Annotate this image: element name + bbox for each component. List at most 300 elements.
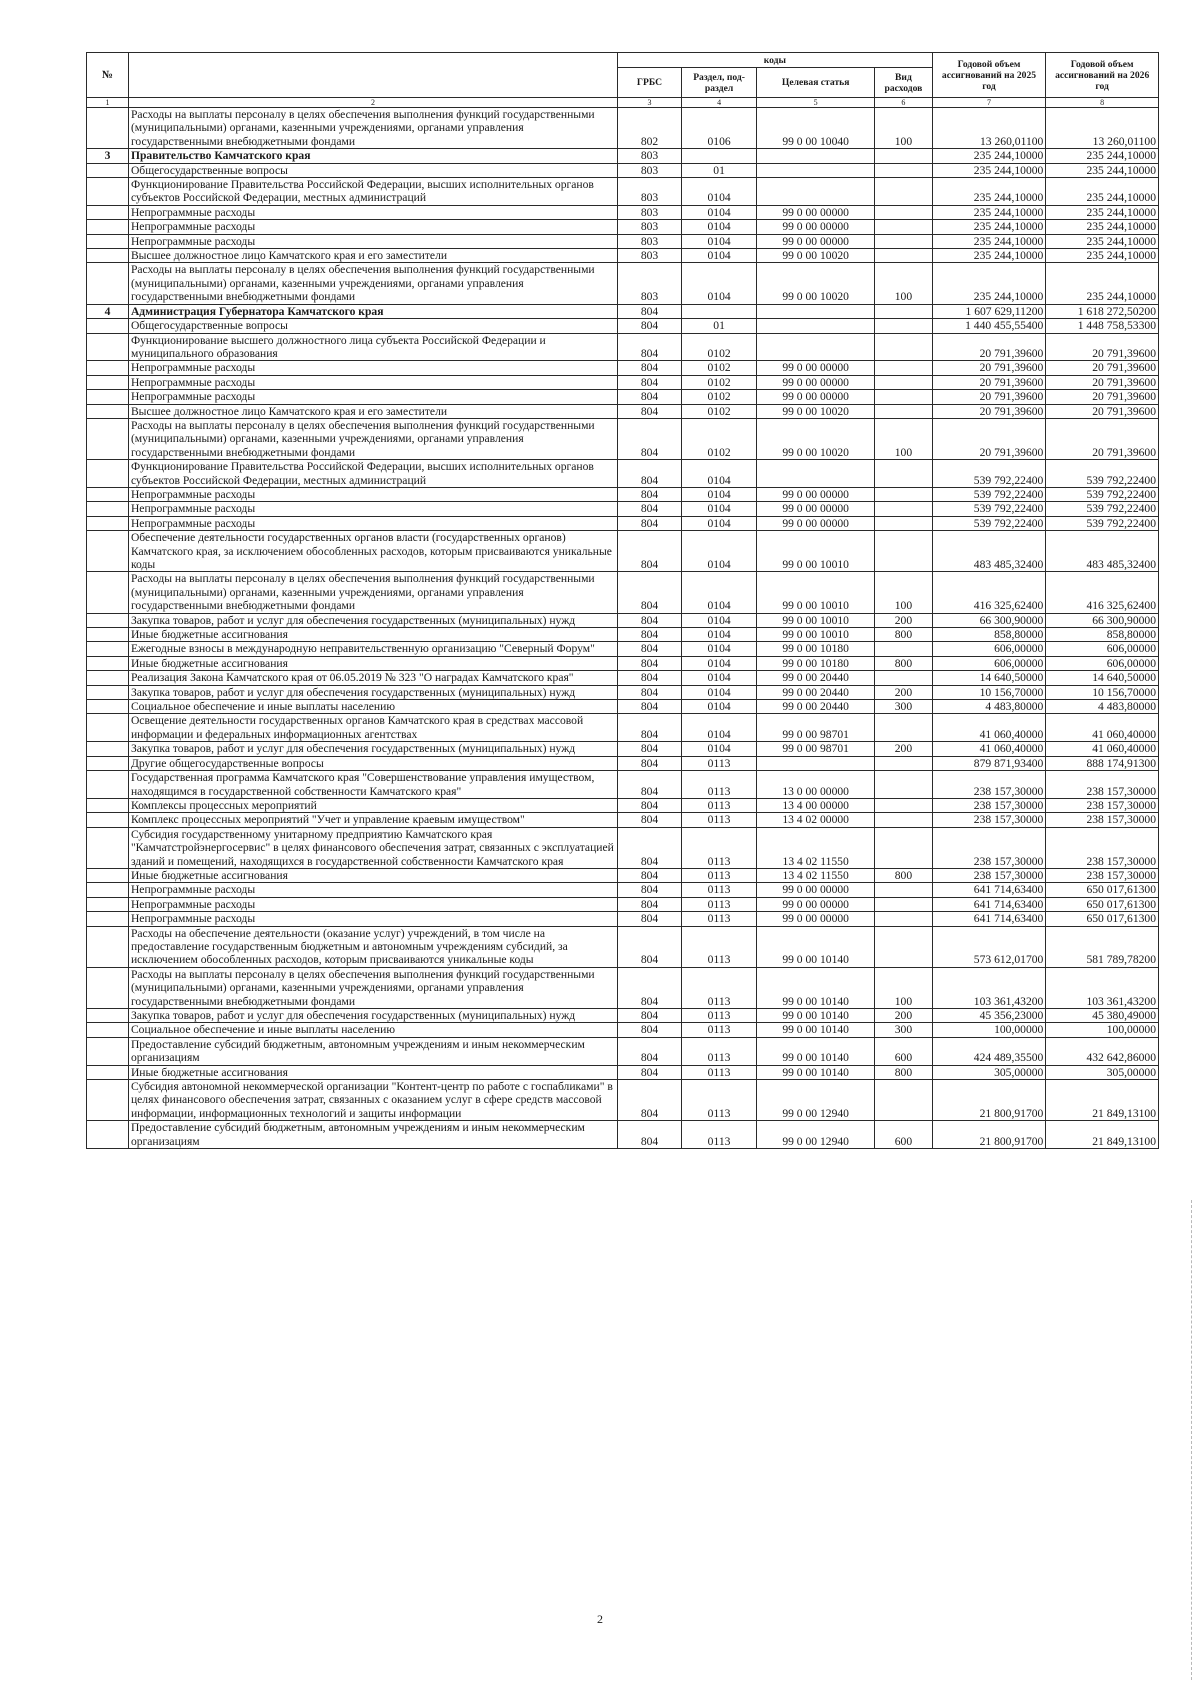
table-row [87,1037,1159,1065]
amount-2026-cell: 238 157,30000 [1046,868,1159,882]
table-row [87,516,1159,530]
amount-2026-cell: 41 060,40000 [1046,714,1159,742]
target-item-cell [757,460,875,488]
column-number: 6 [875,98,932,108]
row-number-cell [87,375,129,389]
expense-type-cell: 600 [875,1121,932,1149]
table-row [87,220,1159,234]
expense-type-cell [875,205,932,219]
expense-name-cell: Непрограммные расходы [128,502,617,516]
table-row [87,108,1159,149]
amount-2025-cell: 66 300,90000 [932,613,1046,627]
section-code-cell: 0113 [682,827,757,868]
target-item-cell: 99 0 00 00000 [757,516,875,530]
amount-2025-cell: 238 157,30000 [932,771,1046,799]
expense-name-cell: Другие общегосударственные вопросы [128,756,617,770]
section-code-cell: 0113 [682,967,757,1008]
amount-2026-cell: 4 483,80000 [1046,700,1159,714]
row-number-cell [87,1037,129,1065]
amount-2025-cell: 858,80000 [932,628,1046,642]
expense-name-cell: Расходы на выплаты персоналу в целях обеспечения выполнения функций государственными (муниципальными) органами, казенными учреждениями, органами управления государственными внебюджетными фондами [128,263,617,304]
section-code-cell: 0104 [682,714,757,742]
section-code-cell: 0104 [682,502,757,516]
expense-type-cell [875,390,932,404]
expense-type-cell [875,531,932,572]
target-item-cell: 99 0 00 00000 [757,390,875,404]
amount-2025-cell: 641 714,63400 [932,897,1046,911]
table-row [87,1065,1159,1079]
expense-type-cell: 800 [875,628,932,642]
amount-2025-cell: 235 244,10000 [932,163,1046,177]
amount-2026-cell: 238 157,30000 [1046,813,1159,827]
target-item-cell: 99 0 00 10140 [757,1065,875,1079]
scan-edge-line [1191,1200,1192,1680]
row-number-cell: 4 [87,304,129,318]
row-number-cell [87,163,129,177]
row-number-cell [87,714,129,742]
amount-2026-cell: 1 618 272,50200 [1046,304,1159,318]
expense-name-cell: Предоставление субсидий бюджетным, автономным учреждениям и иным некоммерческим организациям [128,1037,617,1065]
expense-type-cell [875,516,932,530]
amount-2025-cell: 1 607 629,11200 [932,304,1046,318]
row-number-cell [87,418,129,459]
target-item-cell: 99 0 00 20440 [757,671,875,685]
expense-name-cell: Иные бюджетные ассигнования [128,628,617,642]
section-code-cell: 0104 [682,685,757,699]
section-code-cell: 01 [682,163,757,177]
expense-type-cell: 100 [875,967,932,1008]
target-item-cell: 99 0 00 00000 [757,502,875,516]
expense-type-cell [875,249,932,263]
expense-type-cell: 100 [875,418,932,459]
section-code-cell: 0113 [682,1023,757,1037]
row-number-cell [87,813,129,827]
expense-name-cell: Функционирование Правительства Российской Федерации, высших исполнительных органов субъектов Российской Федерации, местных администраций [128,460,617,488]
amount-2025-cell: 235 244,10000 [932,205,1046,219]
expense-type-cell [875,756,932,770]
section-code-cell: 01 [682,319,757,333]
section-code-cell: 0104 [682,263,757,304]
table-row [87,163,1159,177]
section-code-cell: 0113 [682,1080,757,1121]
amount-2026-cell: 483 485,32400 [1046,531,1159,572]
amount-2026-cell: 606,00000 [1046,642,1159,656]
amount-2025-cell: 1 440 455,55400 [932,319,1046,333]
expense-name-cell: Закупка товаров, работ и услуг для обеспечения государственных (муниципальных) нужд [128,613,617,627]
grbs-code-cell: 804 [618,361,682,375]
amount-2026-cell: 45 380,49000 [1046,1009,1159,1023]
expense-type-cell [875,178,932,206]
expense-name-cell: Непрограммные расходы [128,897,617,911]
row-number-cell [87,967,129,1008]
target-item-cell [757,319,875,333]
amount-2026-cell: 13 260,01100 [1046,108,1159,149]
grbs-code-cell: 804 [618,685,682,699]
amount-2026-cell: 20 791,39600 [1046,418,1159,459]
amount-2025-cell: 539 792,22400 [932,516,1046,530]
expense-name-cell: Непрограммные расходы [128,234,617,248]
expense-type-cell [875,502,932,516]
amount-2025-cell: 41 060,40000 [932,714,1046,742]
amount-2026-cell: 21 849,13100 [1046,1080,1159,1121]
amount-2026-cell: 41 060,40000 [1046,742,1159,756]
expense-type-cell [875,798,932,812]
grbs-code-cell: 804 [618,487,682,501]
amount-2025-cell: 573 612,01700 [932,926,1046,967]
grbs-code-cell: 804 [618,813,682,827]
amount-2025-cell: 305,00000 [932,1065,1046,1079]
target-item-cell: 99 0 00 98701 [757,714,875,742]
expense-name-cell: Расходы на выплаты персоналу в целях обеспечения выполнения функций государственными (муниципальными) органами, казенными учреждениями, органами управления государственными внебюджетными фондами [128,572,617,613]
section-code-cell: 0104 [682,642,757,656]
grbs-code-cell: 804 [618,868,682,882]
table-row [87,1121,1159,1149]
amount-2025-cell: 424 489,35500 [932,1037,1046,1065]
expense-type-cell [875,897,932,911]
amount-2025-cell: 483 485,32400 [932,531,1046,572]
amount-2025-cell: 20 791,39600 [932,390,1046,404]
table-row [87,813,1159,827]
grbs-code-cell: 804 [618,912,682,926]
section-code-cell: 0102 [682,390,757,404]
row-number-cell [87,685,129,699]
section-code-cell: 0113 [682,756,757,770]
expense-name-cell: Непрограммные расходы [128,516,617,530]
section-code-cell: 0104 [682,656,757,670]
section-code-cell: 0104 [682,700,757,714]
target-item-cell: 99 0 00 10020 [757,404,875,418]
section-code-cell: 0113 [682,897,757,911]
grbs-code-cell: 804 [618,1037,682,1065]
header-target: Целевая статья [757,68,875,98]
expense-name-cell: Предоставление субсидий бюджетным, автономным учреждениям и иным некоммерческим организациям [128,1121,617,1149]
section-code-cell: 0104 [682,460,757,488]
target-item-cell: 99 0 00 10180 [757,642,875,656]
amount-2026-cell: 20 791,39600 [1046,404,1159,418]
expense-name-cell: Иные бюджетные ассигнования [128,656,617,670]
expense-type-cell [875,714,932,742]
expense-type-cell [875,926,932,967]
row-number-cell [87,263,129,304]
target-item-cell: 99 0 00 20440 [757,700,875,714]
expense-name-cell: Субсидия государственному унитарному предприятию Камчатского края "Камчатстройэнергосервис" в целях финансового обеспечения затрат, связанных с эксплуатацией зданий и помещений, находящихся в государственной собственности Камчатского края [128,827,617,868]
amount-2026-cell: 235 244,10000 [1046,205,1159,219]
header-name [128,53,617,98]
amount-2026-cell: 539 792,22400 [1046,460,1159,488]
target-item-cell: 99 0 00 10020 [757,263,875,304]
row-number-cell [87,1065,129,1079]
grbs-code-cell: 803 [618,234,682,248]
amount-2026-cell: 581 789,78200 [1046,926,1159,967]
grbs-code-cell: 804 [618,926,682,967]
table-row [87,319,1159,333]
row-number-cell [87,220,129,234]
section-code-cell: 0113 [682,883,757,897]
row-number-cell [87,613,129,627]
amount-2026-cell: 305,00000 [1046,1065,1159,1079]
amount-2025-cell: 103 361,43200 [932,967,1046,1008]
expense-name-cell: Непрограммные расходы [128,361,617,375]
amount-2025-cell: 21 800,91700 [932,1080,1046,1121]
target-item-cell: 99 0 00 00000 [757,897,875,911]
row-number-cell [87,487,129,501]
expense-type-cell [875,361,932,375]
table-row [87,460,1159,488]
expense-name-cell: Непрограммные расходы [128,390,617,404]
amount-2025-cell: 606,00000 [932,656,1046,670]
column-number: 2 [128,98,617,108]
amount-2026-cell: 539 792,22400 [1046,487,1159,501]
header-codes: коды [618,53,933,68]
grbs-code-cell: 803 [618,163,682,177]
section-code-cell: 0106 [682,108,757,149]
table-row [87,1023,1159,1037]
amount-2026-cell: 650 017,61300 [1046,897,1159,911]
grbs-code-cell: 803 [618,205,682,219]
expense-type-cell: 800 [875,1065,932,1079]
amount-2025-cell: 238 157,30000 [932,827,1046,868]
target-item-cell: 99 0 00 10010 [757,531,875,572]
row-number-cell [87,897,129,911]
target-item-cell: 99 0 00 10180 [757,656,875,670]
target-item-cell [757,163,875,177]
expense-name-cell: Непрограммные расходы [128,912,617,926]
grbs-code-cell: 804 [618,756,682,770]
amount-2026-cell: 14 640,50000 [1046,671,1159,685]
expense-name-cell: Высшее должностное лицо Камчатского края и его заместители [128,404,617,418]
expense-name-cell: Социальное обеспечение и иные выплаты населению [128,1023,617,1037]
grbs-code-cell: 804 [618,1121,682,1149]
row-number-cell [87,1080,129,1121]
amount-2026-cell: 432 642,86000 [1046,1037,1159,1065]
target-item-cell: 99 0 00 10020 [757,249,875,263]
row-number-cell [87,756,129,770]
grbs-code-cell: 804 [618,1009,682,1023]
grbs-code-cell: 804 [618,390,682,404]
section-code-cell: 0104 [682,487,757,501]
section-code-cell: 0113 [682,1121,757,1149]
section-code-cell: 0104 [682,249,757,263]
row-number-cell [87,319,129,333]
amount-2025-cell: 13 260,01100 [932,108,1046,149]
target-item-cell: 99 0 00 00000 [757,205,875,219]
amount-2026-cell: 650 017,61300 [1046,912,1159,926]
expense-type-cell: 100 [875,572,932,613]
amount-2025-cell: 41 060,40000 [932,742,1046,756]
target-item-cell [757,149,875,163]
column-number: 8 [1046,98,1159,108]
expense-type-cell [875,813,932,827]
table-row [87,487,1159,501]
grbs-code-cell: 804 [618,656,682,670]
target-item-cell: 99 0 00 12940 [757,1121,875,1149]
amount-2025-cell: 606,00000 [932,642,1046,656]
expense-type-cell [875,304,932,318]
amount-2026-cell: 539 792,22400 [1046,502,1159,516]
row-number-cell [87,249,129,263]
amount-2025-cell: 100,00000 [932,1023,1046,1037]
amount-2025-cell: 20 791,39600 [932,361,1046,375]
grbs-code-cell: 804 [618,418,682,459]
expense-type-cell [875,319,932,333]
target-item-cell: 99 0 00 10040 [757,108,875,149]
grbs-code-cell: 803 [618,263,682,304]
table-row [87,572,1159,613]
row-number-cell [87,628,129,642]
amount-2026-cell: 20 791,39600 [1046,361,1159,375]
expense-type-cell [875,220,932,234]
grbs-code-cell: 804 [618,967,682,1008]
grbs-code-cell: 804 [618,333,682,361]
section-code-cell: 0113 [682,771,757,799]
row-number-cell [87,742,129,756]
amount-2026-cell: 235 244,10000 [1046,249,1159,263]
section-code-cell: 0113 [682,813,757,827]
expense-name-cell: Расходы на обеспечение деятельности (оказание услуг) учреждений, в том числе на предоставление государственным бюджетным и автономным учреждениям субсидий, за исключением обособленных расходов, которым присваиваются уникальные коды [128,926,617,967]
column-number: 5 [757,98,875,108]
amount-2025-cell: 20 791,39600 [932,418,1046,459]
grbs-code-cell: 804 [618,897,682,911]
amount-2026-cell: 235 244,10000 [1046,178,1159,206]
expense-name-cell: Общегосударственные вопросы [128,163,617,177]
section-code-cell: 0104 [682,234,757,248]
row-number-cell [87,926,129,967]
grbs-code-cell: 804 [618,671,682,685]
row-number-cell [87,178,129,206]
target-item-cell: 99 0 00 10020 [757,418,875,459]
grbs-code-cell: 804 [618,460,682,488]
amount-2026-cell: 650 017,61300 [1046,883,1159,897]
expense-type-cell: 100 [875,108,932,149]
grbs-code-cell: 804 [618,613,682,627]
expense-type-cell [875,163,932,177]
grbs-code-cell: 804 [618,714,682,742]
amount-2025-cell: 20 791,39600 [932,333,1046,361]
target-item-cell: 99 0 00 98701 [757,742,875,756]
section-code-cell: 0113 [682,912,757,926]
grbs-code-cell: 804 [618,883,682,897]
table-row [87,418,1159,459]
row-number-cell [87,912,129,926]
target-item-cell: 13 4 00 00000 [757,798,875,812]
amount-2026-cell: 103 361,43200 [1046,967,1159,1008]
grbs-code-cell: 802 [618,108,682,149]
amount-2026-cell: 100,00000 [1046,1023,1159,1037]
table-row [87,333,1159,361]
expense-name-cell: Правительство Камчатского края [128,149,617,163]
table-row [87,685,1159,699]
table-row [87,263,1159,304]
grbs-code-cell: 803 [618,149,682,163]
amount-2025-cell: 235 244,10000 [932,234,1046,248]
amount-2026-cell: 238 157,30000 [1046,798,1159,812]
amount-2025-cell: 641 714,63400 [932,912,1046,926]
amount-2026-cell: 238 157,30000 [1046,827,1159,868]
amount-2025-cell: 14 640,50000 [932,671,1046,685]
expense-name-cell: Комплекс процессных мероприятий "Учет и управление краевым имуществом" [128,813,617,827]
target-item-cell: 99 0 00 10010 [757,613,875,627]
expense-name-cell: Обеспечение деятельности государственных органов власти (государственных органов) Камчатского края, за исключением обособленных расходов, которым присваиваются уникальные коды [128,531,617,572]
expense-type-cell [875,827,932,868]
target-item-cell [757,178,875,206]
column-number: 7 [932,98,1046,108]
target-item-cell: 99 0 00 00000 [757,375,875,389]
section-code-cell: 0104 [682,516,757,530]
section-code-cell: 0104 [682,742,757,756]
expense-type-cell [875,149,932,163]
target-item-cell: 99 0 00 10140 [757,1023,875,1037]
table-row [87,1009,1159,1023]
grbs-code-cell: 804 [618,628,682,642]
expense-type-cell [875,642,932,656]
expense-name-cell: Субсидия автономной некоммерческой организации "Контент-центр по работе с госпабликами" в целях финансового обеспечения затрат, связанных с оказанием услуг в сфере средств массовой информации, информационных технологий и защиты информации [128,1080,617,1121]
amount-2026-cell: 238 157,30000 [1046,771,1159,799]
expense-type-cell [875,771,932,799]
grbs-code-cell: 804 [618,516,682,530]
section-code-cell: 0113 [682,798,757,812]
table-row [87,304,1159,318]
expense-type-cell [875,671,932,685]
column-number: 4 [682,98,757,108]
amount-2026-cell: 235 244,10000 [1046,163,1159,177]
expense-name-cell: Непрограммные расходы [128,220,617,234]
amount-2025-cell: 45 356,23000 [932,1009,1046,1023]
expense-type-cell: 200 [875,1009,932,1023]
section-code-cell [682,304,757,318]
table-row [87,234,1159,248]
row-number-cell [87,404,129,418]
section-code-cell: 0102 [682,375,757,389]
header-grbs: ГРБС [618,68,682,98]
table-row [87,1080,1159,1121]
expense-name-cell: Расходы на выплаты персоналу в целях обеспечения выполнения функций государственными (муниципальными) органами, казенными учреждениями, органами управления государственными внебюджетными фондами [128,967,617,1008]
expense-type-cell: 800 [875,868,932,882]
section-code-cell: 0104 [682,613,757,627]
target-item-cell: 99 0 00 00000 [757,487,875,501]
expense-name-cell: Расходы на выплаты персоналу в целях обеспечения выполнения функций государственными (муниципальными) органами, казенными учреждениями, органами управления государственными внебюджетными фондами [128,418,617,459]
amount-2026-cell: 10 156,70000 [1046,685,1159,699]
expense-name-cell: Закупка товаров, работ и услуг для обеспечения государственных (муниципальных) нужд [128,742,617,756]
table-row [87,671,1159,685]
expense-type-cell: 300 [875,700,932,714]
amount-2025-cell: 238 157,30000 [932,798,1046,812]
amount-2025-cell: 539 792,22400 [932,460,1046,488]
expense-type-cell [875,460,932,488]
grbs-code-cell: 804 [618,1080,682,1121]
expense-name-cell: Социальное обеспечение и иные выплаты населению [128,700,617,714]
target-item-cell: 99 0 00 00000 [757,912,875,926]
table-row [87,178,1159,206]
amount-2025-cell: 641 714,63400 [932,883,1046,897]
row-number-cell [87,827,129,868]
amount-2025-cell: 235 244,10000 [932,220,1046,234]
expense-name-cell: Ежегодные взносы в международную неправительственную организацию "Северный Форум" [128,642,617,656]
expense-name-cell: Расходы на выплаты персоналу в целях обеспечения выполнения функций государственными (муниципальными) органами, казенными учреждениями, органами управления государственными внебюджетными фондами [128,108,617,149]
table-row [87,883,1159,897]
page-number: 2 [597,1612,603,1626]
expense-type-cell [875,333,932,361]
grbs-code-cell: 804 [618,771,682,799]
expense-type-cell [875,1080,932,1121]
table-row [87,798,1159,812]
table-row [87,700,1159,714]
section-code-cell: 0102 [682,404,757,418]
amount-2025-cell: 20 791,39600 [932,375,1046,389]
section-code-cell: 0104 [682,178,757,206]
expense-type-cell: 200 [875,613,932,627]
target-item-cell: 13 4 02 00000 [757,813,875,827]
section-code-cell: 0113 [682,868,757,882]
